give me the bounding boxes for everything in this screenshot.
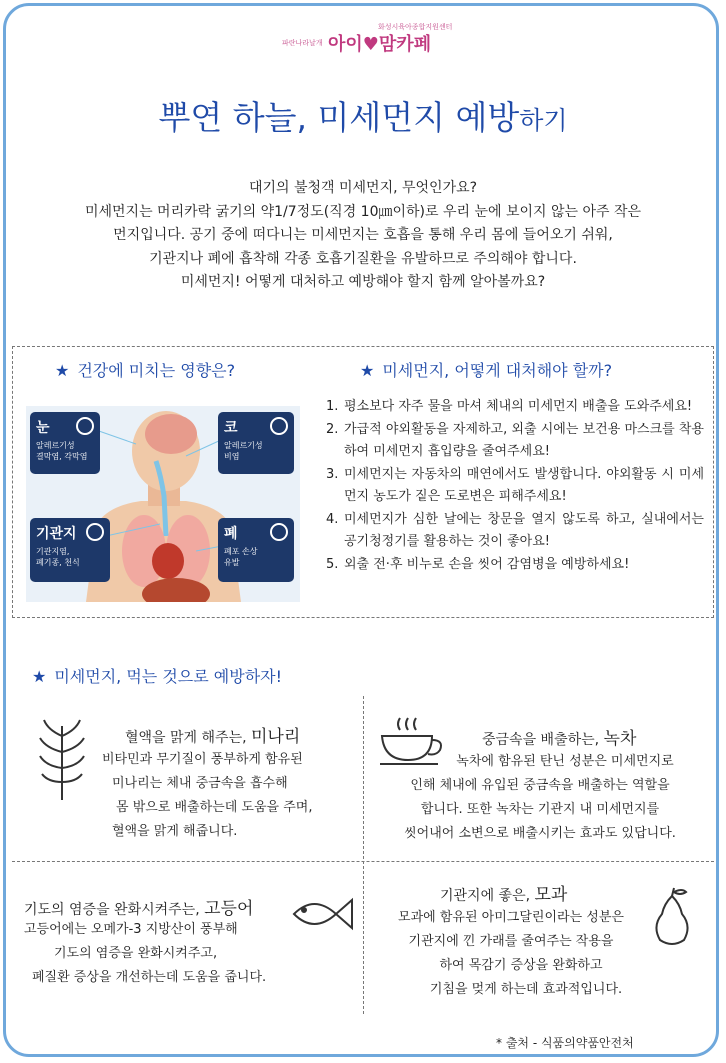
eye-box: 눈 알레르기성 결막염, 각막염 bbox=[30, 412, 100, 474]
minari-icon bbox=[38, 716, 86, 800]
nose-icon bbox=[270, 417, 288, 435]
intro-line: 미세먼지! 어떻게 대처하고 예방해야 할지 함께 알아볼까요? bbox=[180, 274, 546, 290]
quince-text: 모과에 함유된 아미그달린이라는 성분은 기관지에 낀 가래를 줄여주는 작용을 하여 목감기 증상을 완화하고 기침을 멎게 하는데 효과적입니다. bbox=[398, 910, 624, 997]
list-item: 2. 가급적 야외활동을 자제하고, 외출 시에는 보건용 마스크를 착용하여 미세먼지 흡입량을 줄여주세요! bbox=[326, 421, 704, 459]
nose-box: 코 알레르기성 비염 bbox=[218, 412, 294, 474]
mackerel-title: 기도의 염증을 완화시켜주는, 고등어 bbox=[24, 899, 254, 919]
intro-line: 대기의 불청객 미세먼지, 무엇인가요? bbox=[248, 180, 478, 196]
greentea-title: 중금속을 배출하는, 녹차 bbox=[482, 729, 637, 749]
divider-vertical bbox=[363, 696, 364, 1014]
minari-title: 혈액을 맑게 해주는, 미나리 bbox=[125, 727, 301, 747]
tips-list bbox=[326, 396, 704, 576]
source-note: * 출처 - 식품의약품안전처 bbox=[496, 1036, 634, 1050]
list-item: 4. 미세먼지가 심한 날에는 창문을 열지 않도록 하고, 실내에서는 공기청정기를 활용하는 것이 좋아요! bbox=[326, 511, 704, 549]
lung-icon bbox=[270, 523, 288, 541]
title-suffix: 하기 bbox=[519, 106, 568, 135]
star-icon: ★ bbox=[55, 361, 70, 380]
tips-heading: ★ 미세먼지, 어떻게 대처해야 할까? bbox=[360, 361, 613, 380]
logo-brand: 아이♥맘카페 bbox=[328, 34, 432, 55]
star-icon: ★ bbox=[32, 667, 47, 686]
minari-text: 비타민과 무기질이 풍부하게 함유된 미나리는 체내 중금속을 흡수해 몸 밖으로 배출하는데 도움을 주며, 혈액을 맑게 해줍니다. bbox=[102, 752, 313, 839]
intro-line: 먼지입니다. 공기 중에 떠다니는 미세먼지는 호흡을 통해 우리 몸에 들어오기 쉬워, bbox=[113, 227, 613, 243]
logo-org: 화성시육아종합지원센터 bbox=[378, 23, 453, 31]
greentea-text: 녹차에 함유된 탄닌 성분은 미세먼지로 인해 체내에 유입된 중금속을 배출하는 역할을 합니다. 또한 녹차는 기관지 내 미세먼지를 씻어내어 소변으로 배출시키는 효과도 있답니다. bbox=[404, 754, 676, 841]
health-heading: ★ 건강에 미치는 영향은? bbox=[55, 361, 236, 380]
eye-icon bbox=[76, 417, 94, 435]
mackerel-text: 고등어에는 오메가-3 지방산이 풍부해 기도의 염증을 완화시켜주고, 폐질환 증상을 개선하는데 도움을 줍니다. bbox=[24, 922, 267, 985]
logo bbox=[282, 22, 453, 56]
bronchi-icon bbox=[86, 523, 104, 541]
list-item: 3. 미세먼지는 자동차의 매연에서도 발생합니다. 야외활동 시 미세먼지 농도가 짙은 도로변은 피해주세요! bbox=[326, 466, 704, 504]
intro-text bbox=[30, 177, 696, 295]
page-title bbox=[0, 92, 726, 139]
star-icon: ★ bbox=[360, 361, 375, 380]
intro-line: 기관지나 폐에 흡착해 각종 호흡기질환을 유발하므로 주의해야 합니다. bbox=[149, 250, 577, 267]
lung-box: 폐 폐포 손상 유발 bbox=[218, 518, 294, 582]
food-heading: ★ 미세먼지, 먹는 것으로 예방하자! bbox=[32, 667, 283, 686]
intro-line: 미세먼지는 머리카락 굵기의 약1/7정도(직경 10㎛이하)로 우리 눈에 보이지 않는 아주 작은 bbox=[84, 203, 642, 220]
quince-icon bbox=[652, 886, 692, 948]
list-item: 1. 평소보다 자주 물을 마셔 체내의 미세먼지 배출을 도와주세요! bbox=[326, 399, 693, 414]
bronchi-box: 기관지 기관지염, 폐기종, 천식 bbox=[30, 518, 110, 582]
health-infographic bbox=[26, 406, 300, 602]
quince-title: 기관지에 좋은, 모과 bbox=[440, 885, 568, 905]
list-item: 5. 외출 전·후 비누로 손을 씻어 감염병을 예방하세요! bbox=[326, 556, 630, 572]
divider-horizontal bbox=[12, 861, 714, 862]
logo-tagline: 파란나라날개 bbox=[282, 39, 323, 47]
title-main: 뿌연 하늘, 미세먼지 예방 bbox=[158, 98, 520, 137]
